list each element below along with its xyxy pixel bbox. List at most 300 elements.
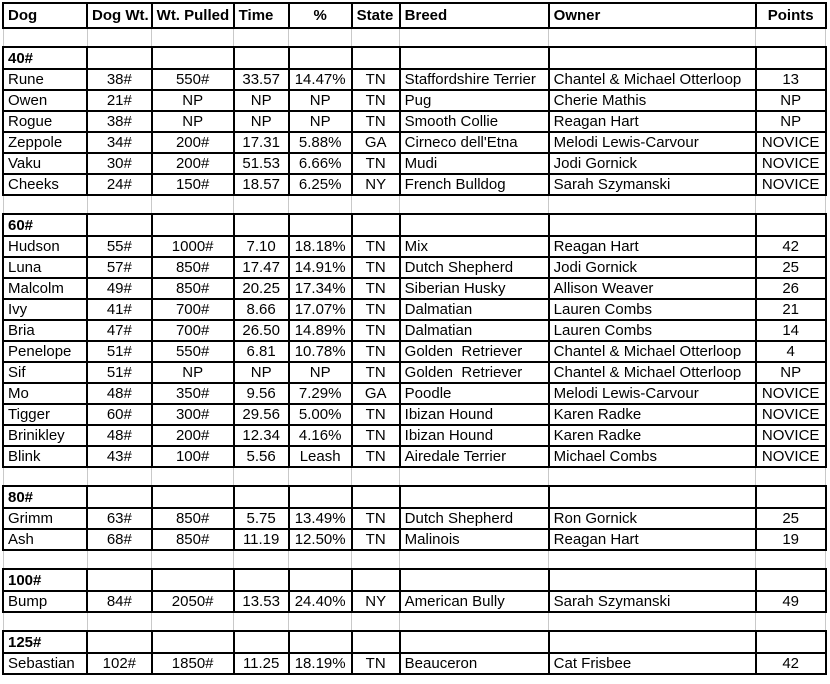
- cell: Chantel & Michael Otterloop: [549, 362, 756, 383]
- cell: [756, 631, 826, 653]
- cell: 6.81: [234, 341, 289, 362]
- cell: Cat Frisbee: [549, 653, 756, 674]
- header-row: [3, 3, 826, 28]
- table-row: [3, 299, 826, 320]
- spacer-row: [3, 550, 826, 569]
- cell: 63#: [87, 508, 152, 529]
- cell: [549, 486, 756, 508]
- section-row: [3, 486, 826, 508]
- cell: Dutch Shepherd: [400, 508, 549, 529]
- cell: 5.00%: [289, 404, 352, 425]
- cell: 300#: [152, 404, 234, 425]
- spacer-cell: [234, 28, 289, 47]
- spacer-cell: [549, 195, 756, 214]
- cell: [549, 47, 756, 69]
- table-row: [3, 341, 826, 362]
- cell: 7.29%: [289, 383, 352, 404]
- cell: TN: [352, 341, 400, 362]
- dog-name-cell: Ivy: [3, 299, 87, 320]
- table-row: [3, 653, 826, 674]
- cell: Michael Combs: [549, 446, 756, 467]
- spacer-cell: [352, 550, 400, 569]
- cell: GA: [352, 132, 400, 153]
- cell: [152, 214, 234, 236]
- cell: [756, 214, 826, 236]
- cell: Allison Weaver: [549, 278, 756, 299]
- cell: [152, 569, 234, 591]
- cell: [289, 214, 352, 236]
- cell: 13: [756, 69, 826, 90]
- cell: [87, 214, 152, 236]
- cell: 12.50%: [289, 529, 352, 550]
- cell: TN: [352, 425, 400, 446]
- cell: NP: [234, 111, 289, 132]
- spacer-cell: [400, 550, 549, 569]
- cell: [87, 631, 152, 653]
- dog-name-cell: Brinikley: [3, 425, 87, 446]
- column-header: Owner: [549, 3, 756, 28]
- column-header: %: [289, 3, 352, 28]
- cell: 850#: [152, 257, 234, 278]
- cell: 4: [756, 341, 826, 362]
- table-row: [3, 278, 826, 299]
- section-row: [3, 569, 826, 591]
- cell: Reagan Hart: [549, 236, 756, 257]
- spacer-cell: [289, 550, 352, 569]
- cell: Lauren Combs: [549, 320, 756, 341]
- cell: 700#: [152, 320, 234, 341]
- cell: TN: [352, 153, 400, 174]
- cell: NOVICE: [756, 404, 826, 425]
- cell: 1000#: [152, 236, 234, 257]
- cell: 43#: [87, 446, 152, 467]
- cell: 68#: [87, 529, 152, 550]
- spacer-cell: [87, 467, 152, 486]
- cell: [549, 569, 756, 591]
- cell: 11.25: [234, 653, 289, 674]
- cell: TN: [352, 404, 400, 425]
- table-row: [3, 257, 826, 278]
- spacer-cell: [289, 195, 352, 214]
- spacer-cell: [549, 28, 756, 47]
- cell: Smooth Collie: [400, 111, 549, 132]
- cell: French Bulldog: [400, 174, 549, 195]
- spacer-cell: [3, 612, 87, 631]
- cell: Cherie Mathis: [549, 90, 756, 111]
- cell: 38#: [87, 111, 152, 132]
- cell: Ibizan Hound: [400, 404, 549, 425]
- table-row: [3, 446, 826, 467]
- cell: 18.57: [234, 174, 289, 195]
- cell: 17.47: [234, 257, 289, 278]
- section-label: 100#: [3, 569, 87, 591]
- cell: Golden Retriever: [400, 341, 549, 362]
- cell: [289, 486, 352, 508]
- cell: 21#: [87, 90, 152, 111]
- spacer-cell: [152, 612, 234, 631]
- cell: [289, 47, 352, 69]
- dog-name-cell: Luna: [3, 257, 87, 278]
- cell: Dalmatian: [400, 299, 549, 320]
- spacer-cell: [289, 28, 352, 47]
- cell: 12.34: [234, 425, 289, 446]
- cell: 6.66%: [289, 153, 352, 174]
- cell: NOVICE: [756, 174, 826, 195]
- spacer-cell: [87, 195, 152, 214]
- spacer-cell: [549, 550, 756, 569]
- section-label: 40#: [3, 47, 87, 69]
- cell: NOVICE: [756, 383, 826, 404]
- table-row: [3, 529, 826, 550]
- cell: NOVICE: [756, 446, 826, 467]
- cell: TN: [352, 508, 400, 529]
- cell: NP: [289, 90, 352, 111]
- cell: Sarah Szymanski: [549, 591, 756, 612]
- spacer-cell: [3, 467, 87, 486]
- cell: 25: [756, 257, 826, 278]
- spacer-cell: [234, 467, 289, 486]
- cell: TN: [352, 111, 400, 132]
- section-label: 80#: [3, 486, 87, 508]
- table-row: [3, 591, 826, 612]
- cell: TN: [352, 446, 400, 467]
- section-row: [3, 214, 826, 236]
- cell: NP: [234, 362, 289, 383]
- cell: Karen Radke: [549, 404, 756, 425]
- cell: [234, 47, 289, 69]
- cell: [234, 486, 289, 508]
- cell: 7.10: [234, 236, 289, 257]
- cell: 17.34%: [289, 278, 352, 299]
- cell: Reagan Hart: [549, 111, 756, 132]
- cell: 30#: [87, 153, 152, 174]
- cell: 48#: [87, 383, 152, 404]
- cell: 200#: [152, 132, 234, 153]
- cell: [152, 47, 234, 69]
- table-row: [3, 153, 826, 174]
- cell: TN: [352, 653, 400, 674]
- cell: NP: [234, 90, 289, 111]
- cell: 6.25%: [289, 174, 352, 195]
- spacer-cell: [400, 612, 549, 631]
- spacer-cell: [756, 28, 826, 47]
- cell: Malinois: [400, 529, 549, 550]
- cell: TN: [352, 236, 400, 257]
- cell: Ron Gornick: [549, 508, 756, 529]
- dog-name-cell: Bria: [3, 320, 87, 341]
- cell: [152, 486, 234, 508]
- cell: 13.49%: [289, 508, 352, 529]
- cell: [87, 47, 152, 69]
- cell: NY: [352, 174, 400, 195]
- cell: NOVICE: [756, 132, 826, 153]
- cell: [234, 631, 289, 653]
- cell: 24#: [87, 174, 152, 195]
- section-row: [3, 631, 826, 653]
- dog-name-cell: Cheeks: [3, 174, 87, 195]
- spacer-cell: [549, 467, 756, 486]
- cell: Chantel & Michael Otterloop: [549, 341, 756, 362]
- cell: [289, 569, 352, 591]
- cell: 5.75: [234, 508, 289, 529]
- cell: NP: [756, 90, 826, 111]
- cell: [87, 569, 152, 591]
- dog-name-cell: Hudson: [3, 236, 87, 257]
- cell: American Bully: [400, 591, 549, 612]
- cell: [400, 569, 549, 591]
- spacer-cell: [756, 467, 826, 486]
- cell: [352, 214, 400, 236]
- table-row: [3, 508, 826, 529]
- cell: [152, 631, 234, 653]
- cell: 850#: [152, 529, 234, 550]
- spacer-cell: [400, 28, 549, 47]
- cell: 34#: [87, 132, 152, 153]
- table-row: [3, 404, 826, 425]
- cell: Golden Retriever: [400, 362, 549, 383]
- spacer-cell: [152, 467, 234, 486]
- cell: 14.91%: [289, 257, 352, 278]
- cell: [87, 486, 152, 508]
- spacer-cell: [352, 28, 400, 47]
- cell: 13.53: [234, 591, 289, 612]
- cell: 14.89%: [289, 320, 352, 341]
- cell: 42: [756, 653, 826, 674]
- cell: Lauren Combs: [549, 299, 756, 320]
- spacer-cell: [756, 195, 826, 214]
- spacer-cell: [152, 28, 234, 47]
- cell: 10.78%: [289, 341, 352, 362]
- cell: [400, 214, 549, 236]
- spacer-cell: [87, 612, 152, 631]
- cell: TN: [352, 90, 400, 111]
- spacer-cell: [3, 550, 87, 569]
- dog-name-cell: Rune: [3, 69, 87, 90]
- dog-name-cell: Rogue: [3, 111, 87, 132]
- column-header: State: [352, 3, 400, 28]
- cell: NP: [152, 90, 234, 111]
- cell: 38#: [87, 69, 152, 90]
- spacer-cell: [756, 550, 826, 569]
- cell: TN: [352, 257, 400, 278]
- spacer-row: [3, 467, 826, 486]
- cell: Cirneco dell'Etna: [400, 132, 549, 153]
- dog-name-cell: Ash: [3, 529, 87, 550]
- spacer-row: [3, 612, 826, 631]
- cell: Dalmatian: [400, 320, 549, 341]
- cell: 55#: [87, 236, 152, 257]
- cell: 84#: [87, 591, 152, 612]
- cell: NP: [152, 111, 234, 132]
- cell: 550#: [152, 69, 234, 90]
- cell: NP: [289, 362, 352, 383]
- cell: [234, 214, 289, 236]
- cell: NY: [352, 591, 400, 612]
- section-label: 125#: [3, 631, 87, 653]
- spacer-cell: [549, 612, 756, 631]
- cell: Melodi Lewis-Carvour: [549, 383, 756, 404]
- cell: 11.19: [234, 529, 289, 550]
- cell: [756, 569, 826, 591]
- cell: NP: [289, 111, 352, 132]
- cell: 350#: [152, 383, 234, 404]
- cell: 48#: [87, 425, 152, 446]
- cell: [289, 631, 352, 653]
- cell: 4.16%: [289, 425, 352, 446]
- table-row: [3, 111, 826, 132]
- cell: 17.07%: [289, 299, 352, 320]
- dog-name-cell: Zeppole: [3, 132, 87, 153]
- table-row: [3, 425, 826, 446]
- cell: Jodi Gornick: [549, 153, 756, 174]
- table-row: [3, 383, 826, 404]
- column-header: Points: [756, 3, 826, 28]
- cell: 24.40%: [289, 591, 352, 612]
- spacer-cell: [234, 550, 289, 569]
- cell: TN: [352, 529, 400, 550]
- cell: [234, 569, 289, 591]
- cell: Airedale Terrier: [400, 446, 549, 467]
- cell: 5.56: [234, 446, 289, 467]
- spacer-cell: [3, 195, 87, 214]
- cell: Chantel & Michael Otterloop: [549, 69, 756, 90]
- spacer-cell: [87, 550, 152, 569]
- cell: [400, 631, 549, 653]
- cell: [352, 631, 400, 653]
- cell: [400, 47, 549, 69]
- cell: Siberian Husky: [400, 278, 549, 299]
- column-header: Dog Wt.: [87, 3, 152, 28]
- cell: 20.25: [234, 278, 289, 299]
- table-row: [3, 90, 826, 111]
- cell: 47#: [87, 320, 152, 341]
- cell: 550#: [152, 341, 234, 362]
- cell: Staffordshire Terrier: [400, 69, 549, 90]
- cell: 850#: [152, 508, 234, 529]
- cell: NOVICE: [756, 425, 826, 446]
- cell: 700#: [152, 299, 234, 320]
- table-row: [3, 236, 826, 257]
- cell: 150#: [152, 174, 234, 195]
- cell: Reagan Hart: [549, 529, 756, 550]
- cell: GA: [352, 383, 400, 404]
- cell: 26.50: [234, 320, 289, 341]
- cell: 18.18%: [289, 236, 352, 257]
- dog-name-cell: Grimm: [3, 508, 87, 529]
- spacer-cell: [234, 195, 289, 214]
- cell: TN: [352, 320, 400, 341]
- cell: TN: [352, 362, 400, 383]
- cell: Pug: [400, 90, 549, 111]
- cell: 17.31: [234, 132, 289, 153]
- column-header: Time: [234, 3, 289, 28]
- spacer-row: [3, 28, 826, 47]
- dog-name-cell: Bump: [3, 591, 87, 612]
- cell: Leash: [289, 446, 352, 467]
- cell: 850#: [152, 278, 234, 299]
- cell: [756, 47, 826, 69]
- table-row: [3, 362, 826, 383]
- table-row: [3, 69, 826, 90]
- results-table: [2, 2, 827, 675]
- cell: [352, 486, 400, 508]
- spacer-cell: [87, 28, 152, 47]
- cell: Poodle: [400, 383, 549, 404]
- results-table-body: [3, 3, 826, 674]
- cell: 33.57: [234, 69, 289, 90]
- cell: [549, 214, 756, 236]
- dog-name-cell: Sebastian: [3, 653, 87, 674]
- spacer-cell: [400, 467, 549, 486]
- cell: 57#: [87, 257, 152, 278]
- cell: 51#: [87, 341, 152, 362]
- cell: 29.56: [234, 404, 289, 425]
- cell: 41#: [87, 299, 152, 320]
- cell: Mudi: [400, 153, 549, 174]
- cell: Sarah Szymanski: [549, 174, 756, 195]
- column-header: Dog: [3, 3, 87, 28]
- cell: Mix: [400, 236, 549, 257]
- spacer-cell: [234, 612, 289, 631]
- cell: NP: [152, 362, 234, 383]
- cell: TN: [352, 299, 400, 320]
- spacer-cell: [152, 550, 234, 569]
- cell: Jodi Gornick: [549, 257, 756, 278]
- cell: 42: [756, 236, 826, 257]
- dog-name-cell: Owen: [3, 90, 87, 111]
- column-header: Breed: [400, 3, 549, 28]
- cell: [400, 486, 549, 508]
- spacer-cell: [289, 467, 352, 486]
- cell: 49: [756, 591, 826, 612]
- dog-name-cell: Vaku: [3, 153, 87, 174]
- cell: NP: [756, 362, 826, 383]
- cell: 19: [756, 529, 826, 550]
- cell: 25: [756, 508, 826, 529]
- cell: 100#: [152, 446, 234, 467]
- dog-name-cell: Blink: [3, 446, 87, 467]
- cell: 14: [756, 320, 826, 341]
- cell: 8.66: [234, 299, 289, 320]
- cell: NOVICE: [756, 153, 826, 174]
- cell: 49#: [87, 278, 152, 299]
- dog-name-cell: Penelope: [3, 341, 87, 362]
- cell: 200#: [152, 153, 234, 174]
- spacer-cell: [352, 195, 400, 214]
- cell: Ibizan Hound: [400, 425, 549, 446]
- cell: 21: [756, 299, 826, 320]
- cell: 1850#: [152, 653, 234, 674]
- table-row: [3, 320, 826, 341]
- table-row: [3, 174, 826, 195]
- spacer-cell: [152, 195, 234, 214]
- cell: 51#: [87, 362, 152, 383]
- cell: Beauceron: [400, 653, 549, 674]
- spacer-cell: [352, 467, 400, 486]
- dog-name-cell: Malcolm: [3, 278, 87, 299]
- cell: Melodi Lewis-Carvour: [549, 132, 756, 153]
- cell: [756, 486, 826, 508]
- cell: [352, 569, 400, 591]
- spacer-row: [3, 195, 826, 214]
- cell: TN: [352, 69, 400, 90]
- section-label: 60#: [3, 214, 87, 236]
- cell: Dutch Shepherd: [400, 257, 549, 278]
- cell: 60#: [87, 404, 152, 425]
- cell: [352, 47, 400, 69]
- cell: 102#: [87, 653, 152, 674]
- table-row: [3, 132, 826, 153]
